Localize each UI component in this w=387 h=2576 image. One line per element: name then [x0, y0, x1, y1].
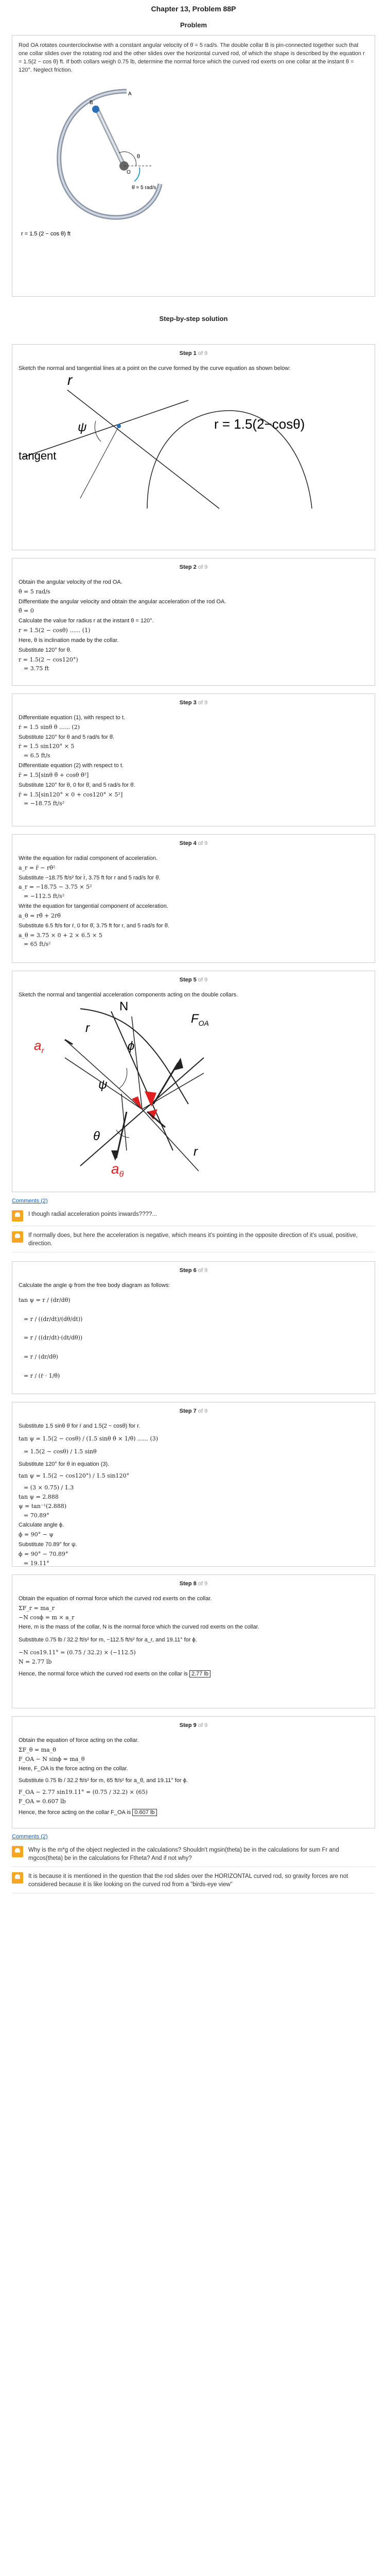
step-9: Step 9 of 9 Obtain the equation of force acting on the collar. ΣF_θ = ma_θ F_OA − N sinϕ = ma_θ Here, F_OA is the force acting on the collar. Substitute 0.75 lb / 32.2 ft/s² for m, 65 ft/s² for a_θ, and 19.11° for ϕ. F_OA − 2.77 sin19.11° = (0.75 / 32.2) × (65) F_OA = 0.607 lb Hence, the force acting on the collar F_OA is 0.607 lb	[12, 1716, 375, 1828]
avatar	[12, 1210, 23, 1222]
problem-text: Rod OA rotates counterclockwise with a constant angular velocity of θ̇ = 5 rad/s. The double collar B is pin-connected together such that one collar slides over the rotating rod and the other slides over the horizontal curved rod, of which the shape is described by the equation r = 1.5(2 − cos θ) ft. If both collars weigh 0.75 lb, determine the normal force which the curved rod exerts on one collar at the instant θ = 120°. Neglect friction.	[19, 42, 365, 73]
s5-r2-label: r	[194, 1144, 198, 1159]
page-title: Chapter 13, Problem 88P	[151, 5, 236, 13]
s5-atheta-label: $a_\theta$	[111, 1160, 124, 1179]
comments-link-2[interactable]: Comments (2)	[12, 1834, 48, 1840]
step-6: Step 6 of 9 Calculate the angle ψ from the free body diagram as follows: tan ψ = r / (dr/dθ) = r / ((dr/dt)/(dθ/dt)) = r / ((dr/dt)·(dt/dθ)) = r / (dr/dθ) = r / (ṙ · 1/θ̇)	[12, 1261, 375, 1394]
problem-box	[12, 35, 375, 297]
fig-o-label: O	[127, 169, 131, 175]
fig-omega-label: θ̇ = 5 rad/s	[132, 184, 156, 191]
solution-title: Step-by-step solution	[159, 315, 228, 323]
s1-psi-label: ψ	[78, 420, 87, 434]
s1-tangent-label: tangent	[19, 449, 57, 462]
s5-n-label: N	[119, 999, 129, 1013]
s5-r-label: r	[85, 1021, 90, 1035]
step-1	[12, 344, 375, 550]
s5-ar-label: $a_r$	[34, 1037, 44, 1055]
step-5-figure	[19, 1001, 307, 1187]
comment: Why is the m*g of the object neglected in the calculations? Shouldn't mgsin(theta) be in the calculations for sum Fr and mgcos(theta) be in the calculations for Ftheta? And if not why?	[12, 1846, 375, 1867]
fig-theta-label: θ	[137, 153, 140, 160]
problem-heading: Problem	[180, 21, 207, 29]
s1-r-label: r	[67, 371, 73, 388]
step-1-text: Sketch the normal and tangential lines at a point on the curve formed by the curve equation as shown below:	[19, 365, 291, 371]
problem-figure	[19, 81, 156, 277]
avatar	[12, 1872, 23, 1884]
comments-section-1	[12, 1197, 375, 1252]
s5-theta-label: θ	[93, 1129, 100, 1143]
comment: If normally does, but here the acceleration is negative, which means it's pointing in the opposite direction of it's usual, positive, direction.	[12, 1231, 375, 1252]
fig-b-label: B	[90, 99, 93, 106]
answer-box: 2.77 lb	[189, 1670, 210, 1677]
s5-phi-label: ϕ	[128, 1039, 135, 1053]
fig-a-label: A	[128, 91, 132, 97]
step-1-figure	[19, 371, 327, 514]
step-4: Step 4 of 9 Write the equation for radial component of acceleration. a_r = r̈ − rθ̇² Substitute −18.75 ft/s² for r̈, 3.75 ft for r and 5 rad/s for θ̇. a_r = −18.75 − 3.75 × 5² = −112.5 ft/s² Write the equation for tangential component of acceleration. a_θ = rθ̈ + 2ṙθ̇ Substitute 6.5 ft/s for ṙ, 0 for θ̈, 3.75 ft for r, and 5 rad/s for θ̇. a_θ = 3.75 × 0 + 2 × 6.5 × 5 = 65 ft/s²	[12, 834, 375, 963]
s5-f-label: $F_{OA}$	[191, 1011, 209, 1027]
comments-link-1[interactable]: Comments (2)	[12, 1198, 48, 1204]
comment: It is because it is mentioned in the question that the rod slides over the HORIZONTAL curved rod, so gravity forces are not considered because it is like looking on the curved rod from a "birds-eye view"	[12, 1872, 375, 1893]
step-7: Step 7 of 9 Substitute 1.5 sinθ θ̇ for ṙ and 1.5(2 − cosθ) for r. tan ψ = 1.5(2 − cosθ) / (1.5 sinθ θ̇ × 1/θ̇) ...... (3) = 1.5(2 − cosθ) / 1.5 sinθ Substitute 120° for θ in equation (3). tan ψ = 1.5(2 − cos120°) / 1.5 sin120° = (3 × 0.75) / 1.3 tan ψ = 2.888 ψ = tan⁻¹(2.888) = 70.89° Calculate angle ϕ. ϕ = 90° − ψ Substitute 70.89° for ψ. ϕ = 90° − 70.89° = 19.11°	[12, 1402, 375, 1567]
step-8: Step 8 of 9 Obtain the equation of normal force which the curved rod exerts on the collar. ΣF_r = ma_r −N cosϕ = m × a_r Here, m is the mass of the collar, N is the normal force which the curved rod exerts on the collar. Substitute 0.75 lb / 32.2 ft/s² for m, −112.5 ft/s² for a_r, and 19.11° for ϕ. −N cos19.11° = (0.75 / 32.2) × (−112.5) N = 2.77 lb Hence, the normal force which the curved rod exerts on the collar is 2.77 lb	[12, 1574, 375, 1708]
avatar	[12, 1846, 23, 1857]
answer-box: 0.607 lb	[132, 1809, 156, 1816]
s1-eq-label: r = 1.5(2−cosθ)	[214, 416, 305, 432]
avatar	[12, 1231, 23, 1243]
step-3: Step 3 of 9 Differentiate equation (1), with respect to t. ṙ = 1.5 sinθ θ̇ ...... (2) Substitute 120° for θ and 5 rad/s for θ̇. ṙ = 1.5 sin120° × 5 = 6.5 ft/s Differentiate equation (2) with respect to t. r̈ = 1.5[sinθ θ̈ + cosθ θ̇²] Substitute 120° for θ, 0 for θ̈, and 5 rad/s for θ̇. r̈ = 1.5[sin120° × 0 + cos120° × 5²] = −18.75 ft/s²	[12, 693, 375, 826]
step-5: Step 5 of 9 Sketch the normal and tangential acceleration components acting on the double collars. N $F_{OA}$ $a_r$ r ϕ ψ θ $a_\theta$ r	[12, 971, 375, 1192]
fig-r-label: r = 1.5 (2 − cos θ) ft	[21, 230, 71, 237]
step-2: Step 2 of 9 Obtain the angular velocity of the rod OA. θ̇ = 5 rad/s Differentiate the angular velocity and obtain the angular acceleration of the rod OA. θ̈ = 0 Calculate the value for radius r at the instant θ = 120°. r = 1.5(2 − cosθ) ...... (1) Here, θ is inclination made by the collar. Substitute 120° for θ. r = 1.5(2 − cos120°) = 3.75 ft	[12, 558, 375, 686]
step-1-header: Step 1 of 9	[179, 350, 208, 357]
s5-psi-label: ψ	[98, 1077, 108, 1092]
comment: I though radial acceleration points inwards????...	[12, 1210, 375, 1226]
comments-section-2	[12, 1833, 375, 1893]
